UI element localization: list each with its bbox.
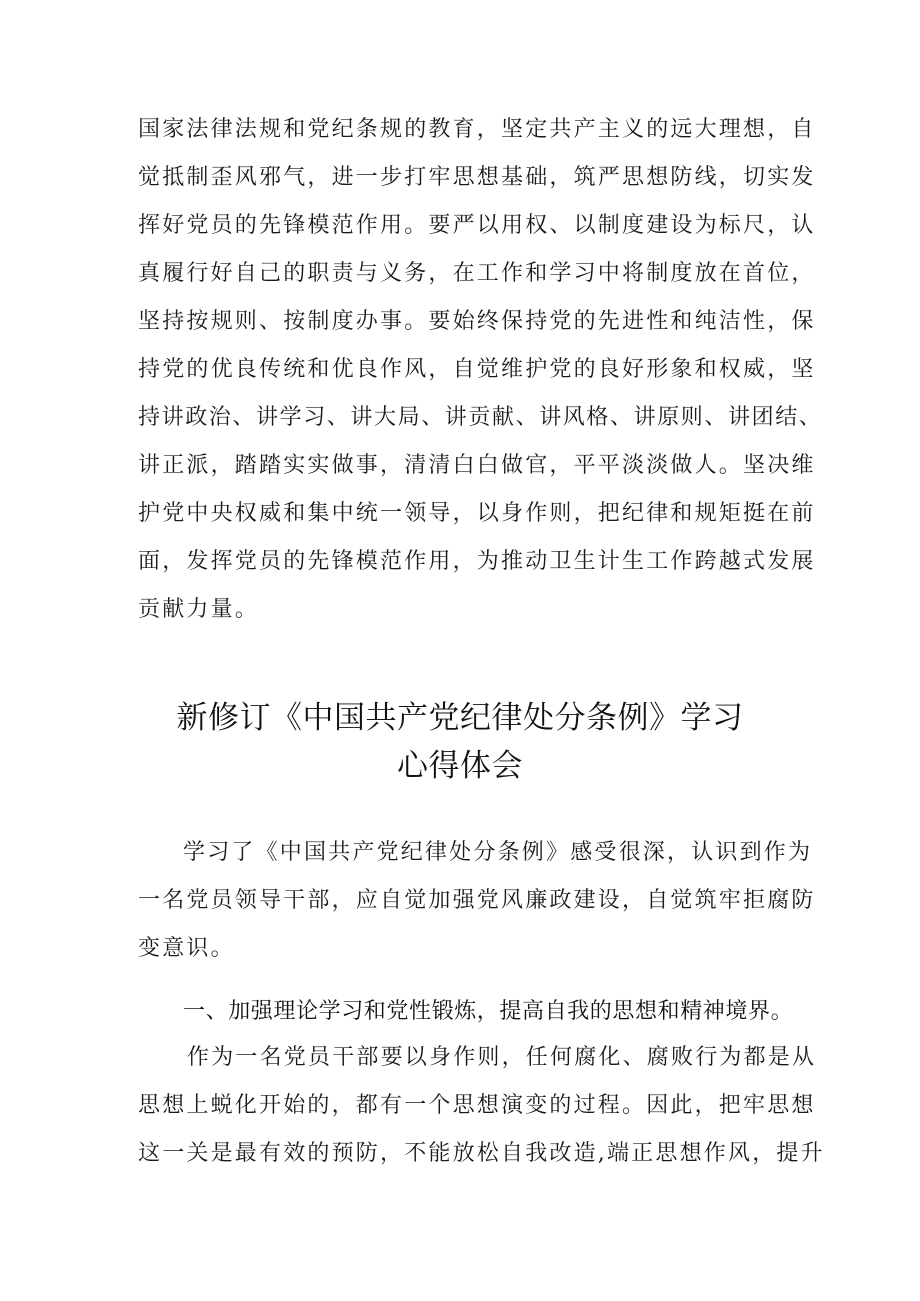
text-line: 国家法律法规和党纪条规的教育，坚定共产主义的远大理想，自	[138, 117, 816, 142]
section-heading: 一、加强理论学习和党性锻炼，提高自我的思想和精神境界。	[183, 999, 794, 1024]
text-line: 这一关是最有效的预防，不能放松自我改造,端正思想作风，提升	[138, 1141, 825, 1166]
text-line: 作为一名党员干部要以身作则，任何腐化、腐败行为都是从	[187, 1045, 817, 1070]
text-line: 持讲政治、讲学习、讲大局、讲贡献、讲风格、讲原则、讲团结、	[138, 405, 823, 430]
text-line: 护党中央权威和集中统一领导，以身作则，把纪律和规矩挺在前	[138, 501, 816, 526]
title-line: 新修订《中国共产党纪律处分条例》学习	[176, 700, 744, 736]
text-line: 坚持按规则、按制度办事。要始终保持党的先进性和纯洁性，保	[138, 309, 816, 334]
text-line: 变意识。	[138, 936, 235, 961]
text-line: 一名党员领导干部，应自觉加强党风廉政建设，自觉筑牢拒腐防	[138, 888, 816, 913]
title-line: 心得体会	[397, 748, 523, 784]
text-line: 思想上蜕化开始的，都有一个思想演变的过程。因此，把牢思想	[138, 1093, 816, 1118]
text-line: 持党的优良传统和优良作风，自觉维护党的良好形象和权威，坚	[138, 357, 816, 382]
text-line: 真履行好自己的职责与义务，在工作和学习中将制度放在首位，	[138, 261, 816, 286]
text-line: 觉抵制歪风邪气，进一步打牢思想基础，筑严思想防线，切实发	[138, 165, 816, 190]
text-line: 讲正派，踏踏实实做事，清清白白做官，平平淡淡做人。坚决维	[138, 453, 816, 478]
text-line: 学习了《中国共产党纪律处分条例》感受很深，认识到作为	[183, 840, 813, 865]
text-line: 面，发挥党员的先锋模范作用，为推动卫生计生工作跨越式发展	[138, 549, 816, 574]
text-line: 挥好党员的先锋模范作用。要严以用权、以制度建设为标尺，认	[138, 213, 816, 238]
text-line: 贡献力量。	[138, 597, 260, 622]
